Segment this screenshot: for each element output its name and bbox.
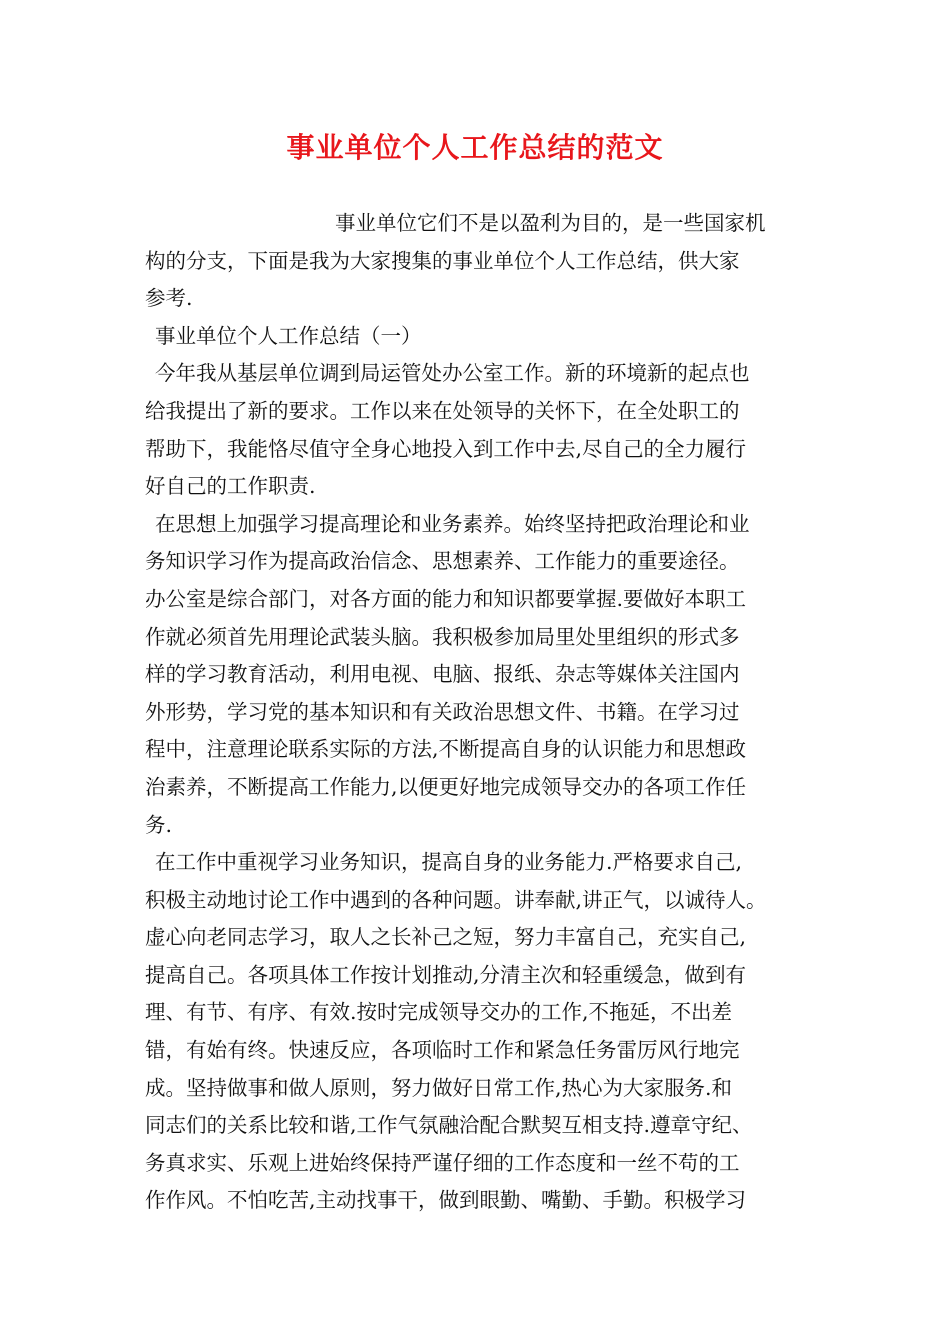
text-line: 作作风。不怕吃苦,主动找事干，做到眼勤、嘴勤、手勤。积极学习 — [145, 1188, 747, 1213]
text-line: 外形势，学习党的基本知识和有关政治思想文件、书籍。在学习过 — [145, 699, 740, 724]
text-line: 事业单位它们不是以盈利为目的，是一些国家机 — [335, 211, 766, 235]
text-line: 样的学习教育活动，利用电视、电脑、报纸、杂志等媒体关注国内 — [145, 662, 740, 687]
text-line: 今年我从基层单位调到局运管处办公室工作。新的环境新的起点也 — [155, 361, 750, 386]
text-line: 积极主动地讨论工作中遇到的各种问题。讲奉献,讲正气，以诚待人。 — [145, 887, 767, 912]
text-line: 参考. — [145, 286, 193, 311]
text-line: 务. — [145, 812, 173, 837]
text-line: 虚心向老同志学习，取人之长补己之短，努力丰富自己，充实自己, — [145, 925, 747, 950]
text-line: 作就必须首先用理论武装头脑。我积极参加局里处里组织的形式多 — [145, 624, 740, 649]
text-line: 帮助下，我能恪尽值守全身心地投入到工作中去,尽自己的全力履行 — [145, 436, 747, 461]
text-line: 好自己的工作职责. — [145, 474, 316, 499]
document-body — [145, 205, 810, 1220]
document-title: 事业单位个人工作总结的范文 — [286, 131, 664, 164]
text-line: 理、有节、有序、有效.按时完成领导交办的工作,不拖延，不出差 — [145, 1000, 733, 1025]
text-line: 治素养，不断提高工作能力,以便更好地完成领导交办的各项工作任 — [145, 774, 747, 799]
text-line: 在思想上加强学习提高理论和业务素养。始终坚持把政治理论和业 — [155, 511, 750, 536]
text-line: 务知识学习作为提高政治信念、思想素养、工作能力的重要途径。 — [145, 549, 740, 574]
text-line: 提高自己。各项具体工作按计划推动,分清主次和轻重缓急，做到有 — [145, 962, 747, 987]
text-line: 程中，注意理论联系实际的方法,不断提高自身的认识能力和思想政 — [145, 737, 747, 762]
text-line: 成。坚持做事和做人原则，努力做好日常工作,热心为大家服务.和 — [145, 1075, 733, 1100]
section-heading: 事业单位个人工作总结（一） — [155, 323, 422, 348]
text-line: 在工作中重视学习业务知识，提高自身的业务能力.严格要求自己, — [155, 850, 743, 875]
text-line: 错，有始有终。快速反应，各项临时工作和紧急任务雷厉风行地完 — [145, 1038, 740, 1063]
text-line: 同志们的关系比较和谐,工作气氛融洽配合默契互相支持.遵章守纪、 — [145, 1113, 753, 1138]
text-line: 给我提出了新的要求。工作以来在处领导的关怀下，在全处职工的 — [145, 398, 740, 423]
text-line: 办公室是综合部门，对各方面的能力和知识都要掌握.要做好本职工 — [145, 586, 747, 611]
text-line: 务真求实、乐观上进始终保持严谨仔细的工作态度和一丝不苟的工 — [145, 1150, 740, 1175]
text-line: 构的分支，下面是我为大家搜集的事业单位个人工作总结，供大家 — [145, 248, 740, 273]
